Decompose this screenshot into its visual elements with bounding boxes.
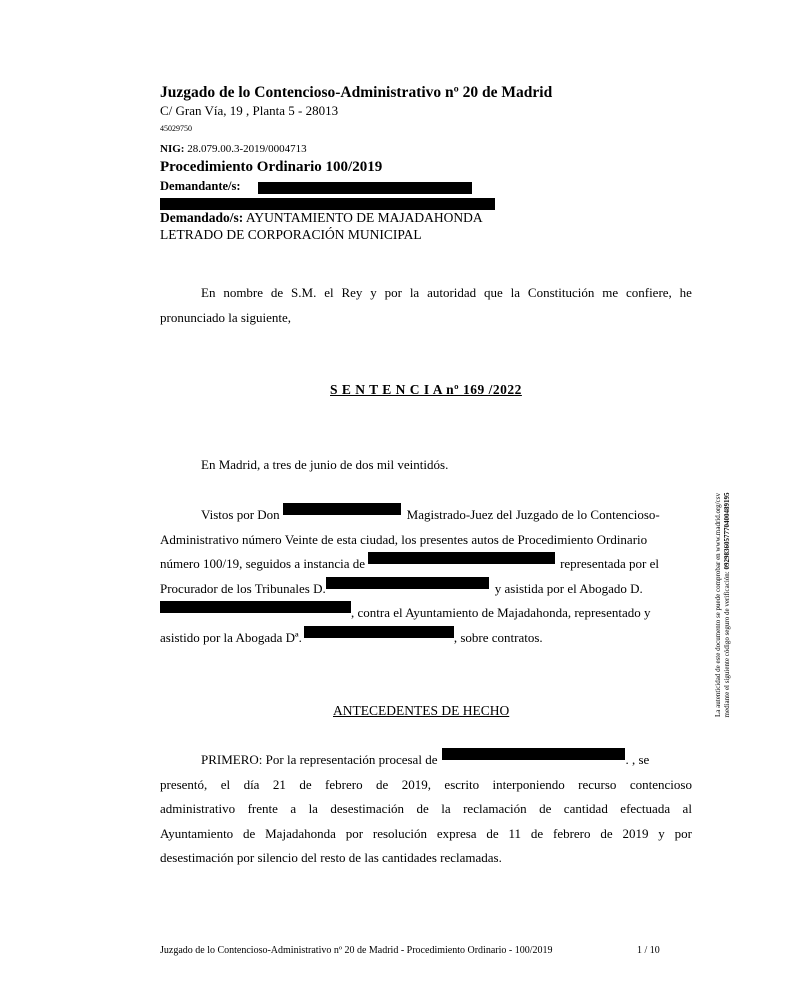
word: reclamación [463,801,527,816]
court-code: 45029750 [160,124,192,133]
court-address: C/ Gran Vía, 19 , Planta 5 - 28013 [160,103,339,118]
vistos-text: Vistos por Don [201,507,280,522]
word: de [486,825,499,841]
word: febrero [325,776,363,792]
vistos-text: , sobre contratos. [453,629,543,645]
word: el [324,285,334,300]
vistos-text: número 100/19, seguidos a instancia de [160,556,366,571]
redaction-bar [442,748,625,760]
word: S.M. [291,285,317,300]
vistos-paragraph [160,503,692,650]
word: y [370,285,377,300]
side-note-line-1: La autenticidad de este documento se puede comprobar en www.madrid.org/csv [714,493,722,717]
word: la [510,285,521,300]
intro-paragraph [160,281,692,330]
demandante-label: Demandante/s: [160,179,241,193]
page-number: 1 / 10 [637,945,660,956]
redaction-bar [160,601,351,613]
word: de [530,825,544,841]
word: recurso [578,776,617,792]
word: 2019, [401,776,431,792]
word: presentó, [160,776,208,792]
word: el [220,776,231,792]
word: contencioso [629,776,692,792]
side-note-line-2 [723,493,732,718]
word: cantidad [563,801,608,816]
word: Constitución [527,285,595,300]
court-name: Juzgado de lo Contencioso-Administrativo nº 20 de Madrid [160,84,553,101]
word: he [679,285,692,300]
word: de [416,801,429,816]
vistos-text: Procurador de los Tribunales D. [160,580,326,596]
word: de [243,825,256,841]
intro-line-2 [160,306,692,331]
vistos-line-5 [160,601,692,626]
nig-value: 28.079.00.3-2019/0004713 [187,143,307,155]
demandado-value: AYUNTAMIENTO DE MAJADAHONDA [245,210,483,225]
word: 2019 [622,825,649,841]
word: frente [247,801,278,816]
word: por [345,825,364,841]
word: por [674,825,692,841]
word: En [201,285,216,300]
word: febrero [552,825,591,841]
letrado-line: LETRADO DE CORPORACIÓN MUNICIPAL [160,227,422,242]
word: de [376,776,389,792]
word: resolución [372,825,428,841]
word: y [658,825,665,841]
word: 21 [272,776,286,792]
word: desestimación [330,801,405,816]
procedure-title: Procedimiento Ordinario 100/2019 [160,159,383,175]
nig-line [160,143,307,155]
word: autoridad [427,285,477,300]
vistos-text: representada por el [560,556,659,571]
word: nombre [223,285,264,300]
word: 11 [508,825,522,841]
redaction-bar [258,182,472,194]
intro-line-1 [160,281,692,306]
word: que [484,285,503,300]
primero-text: PRIMERO: Por la representación procesal de [201,752,438,767]
word: expresa [436,825,477,841]
word: efectuada [620,801,671,816]
vistos-line-1 [160,503,692,528]
word: de [270,285,284,300]
section-title: ANTECEDENTES DE HECHO [333,703,510,718]
word: de [299,776,312,792]
word: la [441,801,451,816]
word: la [409,285,420,300]
verification-side-note [705,460,741,750]
word: la [308,801,318,816]
redaction-bar [368,552,555,564]
redaction-bar [304,626,454,638]
demandado-line [160,210,483,226]
vistos-line-2 [160,528,692,553]
word: a [290,801,297,816]
primero-text: . , se [625,752,650,767]
primero-line-2 [160,773,692,798]
redaction-bar [160,198,495,210]
vistos-text: Magistrado-Juez del Juzgado de lo Contencioso- [406,507,660,522]
side-note-text: mediante el siguiente código seguro de verificación: [723,571,731,718]
verification-code: 0929836057770400489195 [723,492,731,570]
vistos-text: asistido por la Abogada Dª. [160,629,302,645]
vistos-line-3 [160,552,692,577]
nig-label: NIG: [160,143,185,155]
primero-text: desestimación por silencio del resto de las cantidades reclamadas. [160,850,502,865]
word: día [243,776,260,792]
sentencia-title: S E N T E N C I A nº 169 /2022 [330,382,522,397]
primero-line-3 [160,797,692,822]
vistos-text: Administrativo número Veinte de esta ciudad, los presentes autos de Procedimiento Ordinario [160,531,648,547]
date-line: En Madrid, a tres de junio de dos mil veintidós. [201,457,449,472]
vistos-line-6 [160,626,692,651]
primero-line-5 [160,846,692,871]
word: administrativo [160,801,236,816]
word: Majadahonda [265,825,336,841]
demandado-label: Demandado/s: [160,210,244,225]
word: Ayuntamiento [160,825,234,841]
redaction-bar [326,577,489,589]
vistos-line-4 [160,577,692,602]
primero-line-1 [160,748,692,773]
word: por [384,285,402,300]
vistos-text: y asistida por el Abogado D. [494,580,643,596]
intro-text: pronunciado la siguiente, [160,309,292,325]
word: confiere, [625,285,672,300]
word: me [602,285,619,300]
primero-paragraph [160,748,692,871]
word: Rey [341,285,363,300]
word: interponiendo [492,776,565,792]
primero-line-4 [160,822,692,847]
page-footer: Juzgado de lo Contencioso-Administrativo nº 20 de Madrid - Procedimiento Ordinario - 100/2019 [160,945,553,956]
redaction-bar [283,503,401,515]
word: escrito [444,776,480,792]
word: de [539,801,552,816]
word: de [600,825,613,841]
vistos-text: , contra el Ayuntamiento de Majadahonda, representado y [351,605,651,620]
word: al [682,801,692,816]
